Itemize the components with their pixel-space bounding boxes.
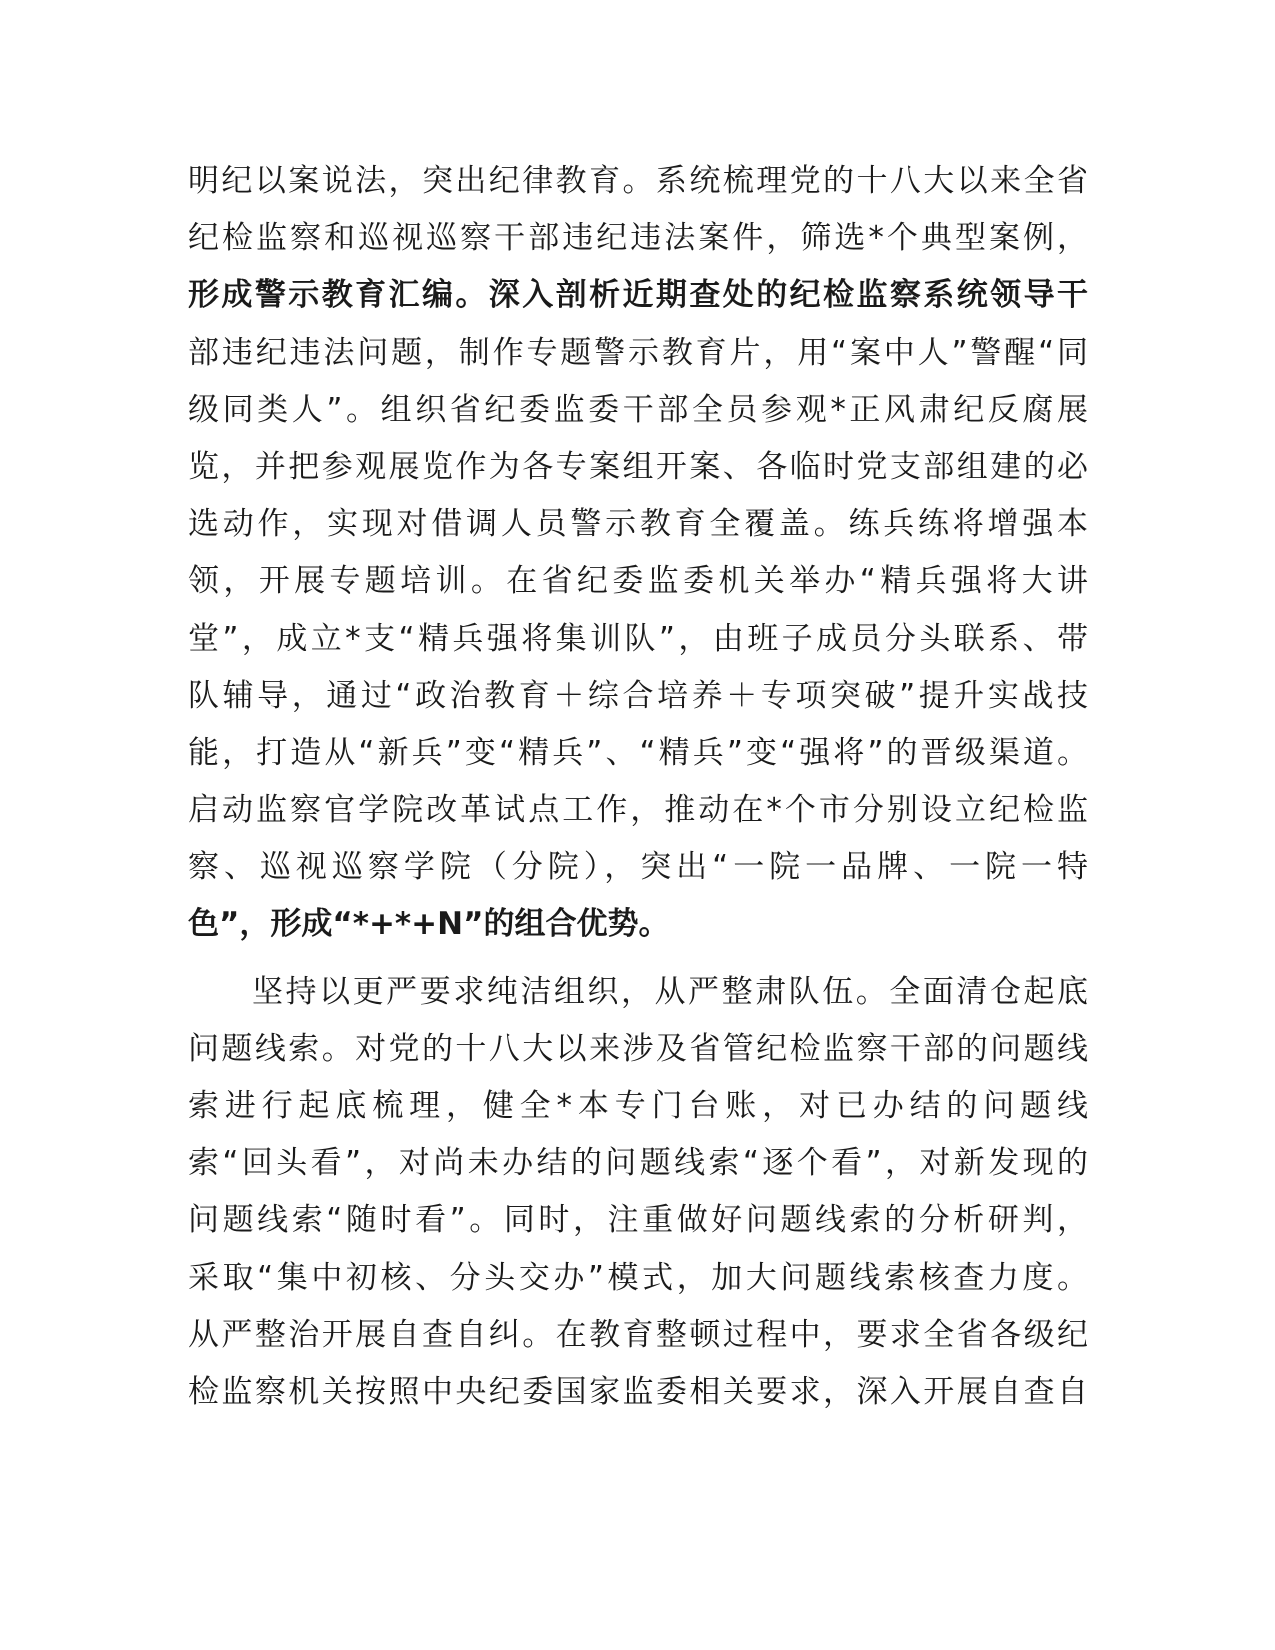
text-line: 明纪以案说法，突出纪律教育。系统梳理党的十八大以来全省 (188, 163, 1088, 199)
text-line: 览，并把参观展览作为各专案组开案、各临时党支部组建的必 (188, 448, 1088, 485)
text-line: 索“回头看”，对尚未办结的问题线索“逐个看”，对新发现的 (188, 1145, 1088, 1182)
paragraph-2 (188, 964, 1088, 1422)
text-line: 形成警示教育汇编。深入剖析近期查处的纪检监察系统领导干 (188, 277, 1088, 314)
paragraph-1 (188, 153, 1088, 954)
text-line: 察、巡视巡察学院（分院），突出“一院一品牌、一院一特 (188, 849, 1088, 886)
text-line: 选动作，实现对借调人员警示教育全覆盖。练兵练将增强本 (188, 506, 1088, 543)
text-line: 领，开展专题培训。在省纪委监委机关举办“精兵强将大讲 (188, 563, 1088, 600)
text-line: 队辅导，通过“政治教育＋综合培养＋专项突破”提升实战技 (188, 677, 1088, 714)
text-line: 级同类人”。组织省纪委监委干部全员参观*正风肃纪反腐展 (188, 391, 1088, 428)
text-line: 部违纪违法问题，制作专题警示教育片，用“案中人”警醒“同 (188, 334, 1088, 371)
text-line: 坚持以更严要求纯洁组织，从严整肃队伍。全面清仓起底 (252, 973, 1088, 1010)
text-line: 能，打造从“新兵”变“精兵”、“精兵”变“强将”的晋级渠道。 (188, 734, 1088, 771)
text-line: 索进行起底梳理，健全*本专门台账，对已办结的问题线 (188, 1088, 1088, 1124)
document-body (188, 153, 1088, 1421)
text-line: 启动监察官学院改革试点工作，推动在*个市分别设立纪检监 (188, 792, 1088, 829)
text-line: 问题线索。对党的十八大以来涉及省管纪检监察干部的问题线 (188, 1030, 1088, 1067)
text-line: 采取“集中初核、分头交办”模式，加大问题线索核查力度。 (188, 1259, 1088, 1296)
paragraph-spacer (188, 954, 1088, 964)
text-line: 堂”，成立*支“精兵强将集训队”，由班子成员分头联系、带 (188, 620, 1088, 657)
text-line: 检监察机关按照中央纪委国家监委相关要求，深入开展自查自 (188, 1373, 1088, 1410)
text-line: 问题线索“随时看”。同时，注重做好问题线索的分析研判， (188, 1202, 1088, 1239)
text-line: 从严整治开展自查自纠。在教育整顿过程中，要求全省各级纪 (188, 1316, 1088, 1353)
text-line: 色”，形成“*+*+N”的组合优势。 (188, 906, 670, 943)
text-line: 纪检监察和巡视巡察干部违纪违法案件，筛选*个典型案例， (188, 220, 1088, 257)
